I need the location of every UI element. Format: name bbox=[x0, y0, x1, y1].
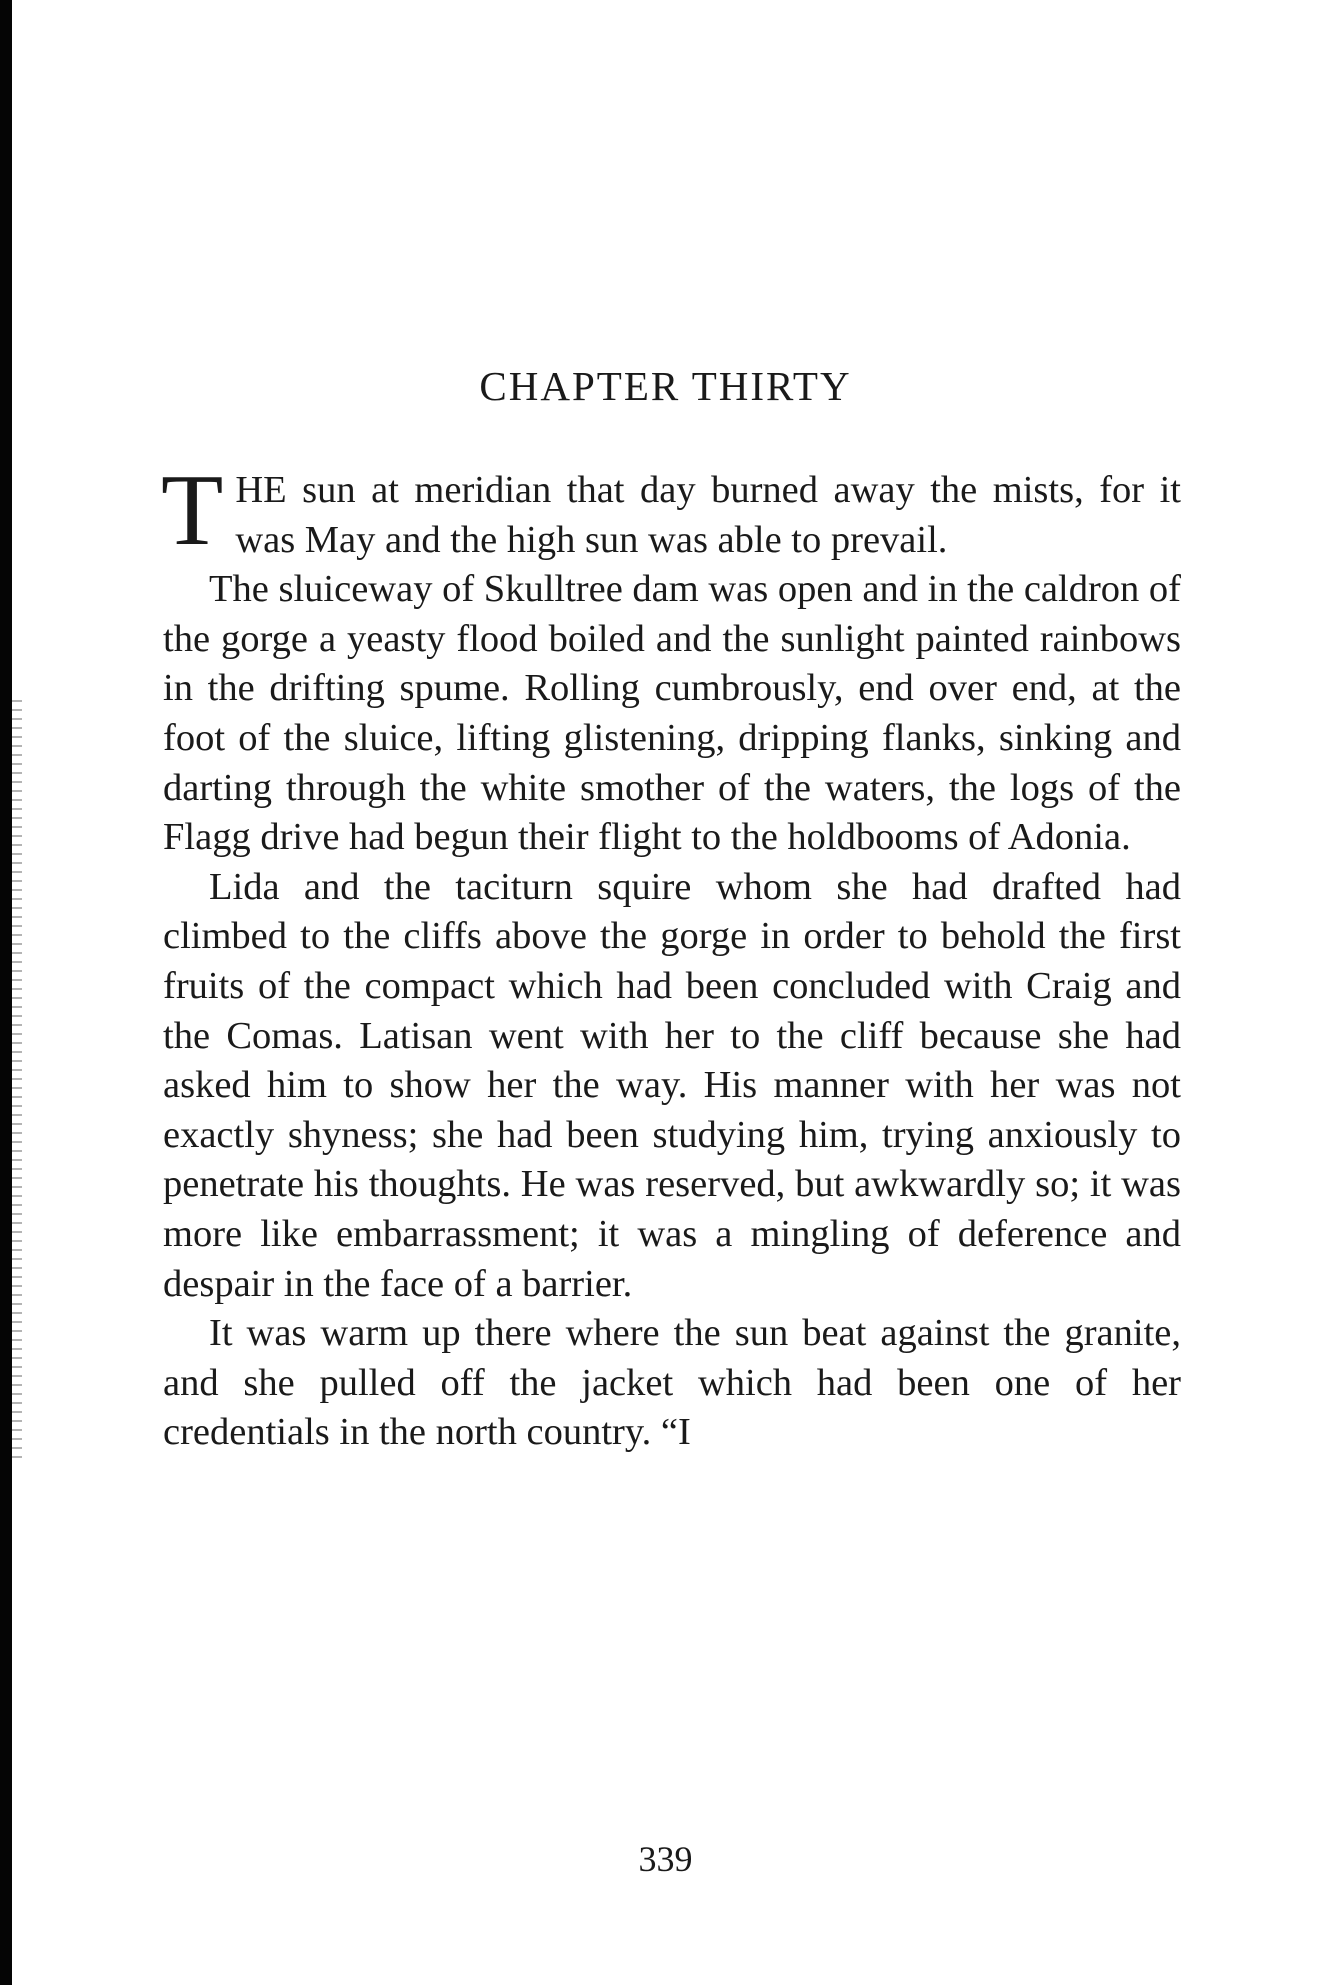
paragraph-4: It was warm up there where the sun beat against the granite, and she pulled off the jacket which had been one of her credentials in the north country. “I bbox=[163, 1312, 1181, 1454]
chapter-body bbox=[161, 454, 1181, 1458]
chapter-title: CHAPTER THIRTY bbox=[479, 363, 852, 409]
paragraph-3: Lida and the taciturn squire whom she had drafted had climbed to the cliffs above the gorge in order to behold the first fruits of the compact which had been concluded with Craig and the Comas. Latisan went with her to the cliff because she had asked him to show her the way. His manner with her was not exactly shyness; she had been studying him, trying anxiously to penetrate his thoughts. He was reserved, but awkwardly so; it was more like embarrassment; it was a mingling of deference and despair in the face of a barrier. bbox=[163, 865, 1181, 1305]
paragraph-1-text: HE sun at meridian that day burned away the mists, for it was May and the high sun was able to prevail. bbox=[235, 469, 1181, 561]
paragraph-1 bbox=[161, 454, 1181, 567]
page-number: 339 bbox=[638, 1839, 693, 1879]
paragraph-2: The sluiceway of Skulltree dam was open and in the caldron of the gorge a yeasty flood boiled and the sunlight painted rainbows in the drifting spume. Rolling cumbrously, end over end, at the foot of the sluice, lifting glistening, dripping flanks, sinking and darting through the white smother of the waters, the logs of the Flagg drive had begun their flight to the holdbooms of Adonia. bbox=[163, 568, 1181, 859]
drop-cap-letter: T bbox=[161, 454, 224, 567]
